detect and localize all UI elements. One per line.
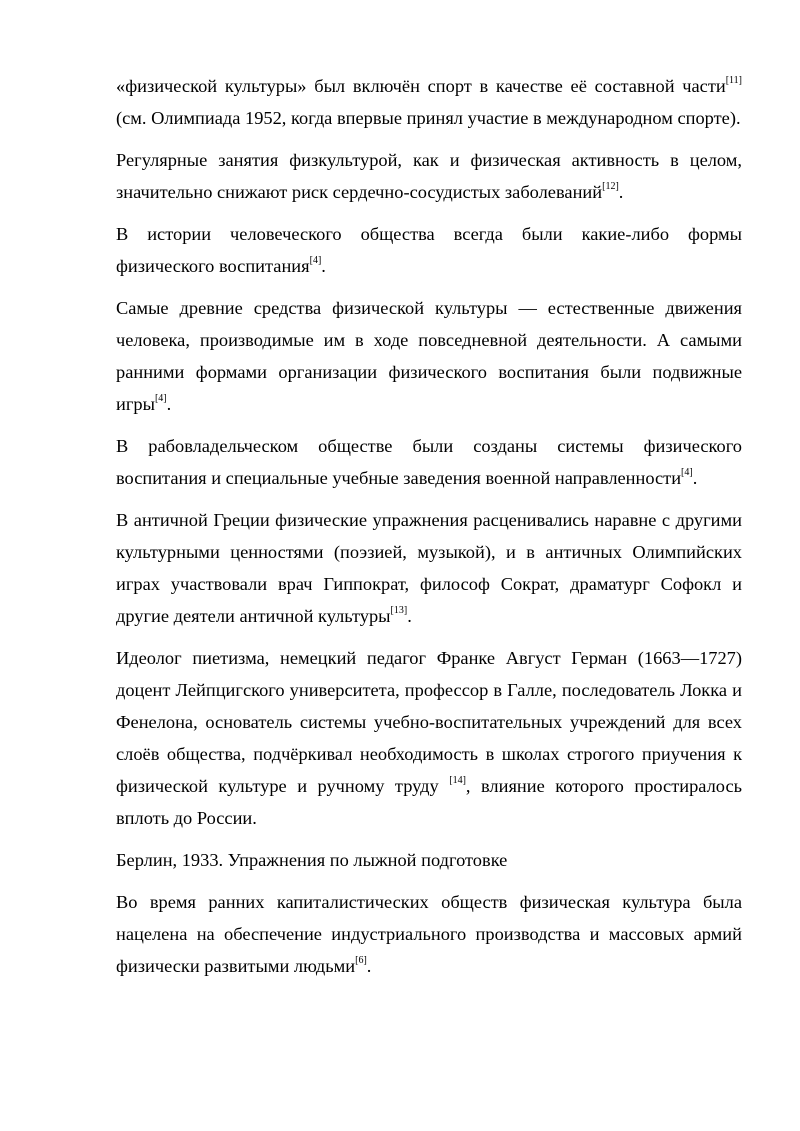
paragraph-text: Самые древние средства физической культуры — естественные движения человека, производимые им в ходе повседневной деятельности. А самыми ранними формами организации физического воспитания были подвижные игры [116,298,742,414]
image-caption [116,844,742,876]
paragraph-text: «физической культуры» был включён спорт в качестве её составной части [116,76,726,96]
paragraph-health-benefits [116,144,742,208]
footnote-reference[interactable]: [11] [725,74,742,86]
paragraph-slave-society [116,430,742,494]
footnote-reference[interactable]: [12] [602,180,619,192]
paragraph-text-tail: , влияние которого простиралось вплоть до России. [116,776,742,828]
paragraph-text: В античной Греции физические упражнения расценивались наравне с другими культурными ценностями (поэзией, музыкой), и в античных Олимпийских играх участвовали врач Гиппократ, философ Сократ, драматург Софокл и другие деятели античной культуры [116,510,742,626]
footnote-reference[interactable]: [14] [449,774,466,786]
footnote-reference[interactable]: [13] [390,604,408,616]
paragraph-text: Во время ранних капиталистических обществ физическая культура была нацелена на обеспечение индустриального производства и массовых армий физически развитыми людьми [116,892,742,976]
document-page [116,70,742,992]
paragraph-text-tail: . [166,394,172,414]
footnote-reference[interactable]: [4] [154,392,167,404]
caption-text: Берлин, 1933. Упражнения по лыжной подготовке [116,850,508,870]
paragraph-francke [116,642,742,834]
paragraph-text: Регулярные занятия физкультурой, как и физическая активность в целом, значительно снижают риск сердечно-сосудистых заболеваний [116,150,742,202]
paragraph-text-tail: (см. Олимпиада 1952, когда впервые принял участие в международном спорте). [116,108,741,128]
paragraph-history [116,218,742,282]
paragraph-ancient-greece [116,504,742,632]
paragraph-text-tail: . [618,182,624,202]
paragraph-text-tail: . [366,956,372,976]
paragraph-text: Идеолог пиетизма, немецкий педагог Франке Август Герман (1663—1727) доцент Лейпцигского университета, профессор в Галле, последователь Локка и Фенелона, основатель системы учебно-воспитательных учреждений для всех слоёв общества, подчёркивал необходимость в школах строгого приучения к физической культуре и ручному труду [116,648,742,796]
paragraph-text-tail: . [321,256,326,276]
paragraph-text: В рабовладельческом обществе были созданы системы физического воспитания и специальные учебные заведения военной направленности [116,436,742,488]
paragraph-text-tail: . [692,468,698,488]
paragraph-capitalist-societies [116,886,742,982]
footnote-reference[interactable]: [4] [681,466,693,478]
paragraph-text-tail: . [407,606,412,626]
paragraph-ancient-means [116,292,742,420]
footnote-reference[interactable]: [6] [355,954,367,966]
paragraph-sport-inclusion [116,70,742,134]
paragraph-text: В истории человеческого общества всегда были какие-либо формы физического воспитания [116,224,742,276]
footnote-reference[interactable]: [4] [309,254,322,266]
